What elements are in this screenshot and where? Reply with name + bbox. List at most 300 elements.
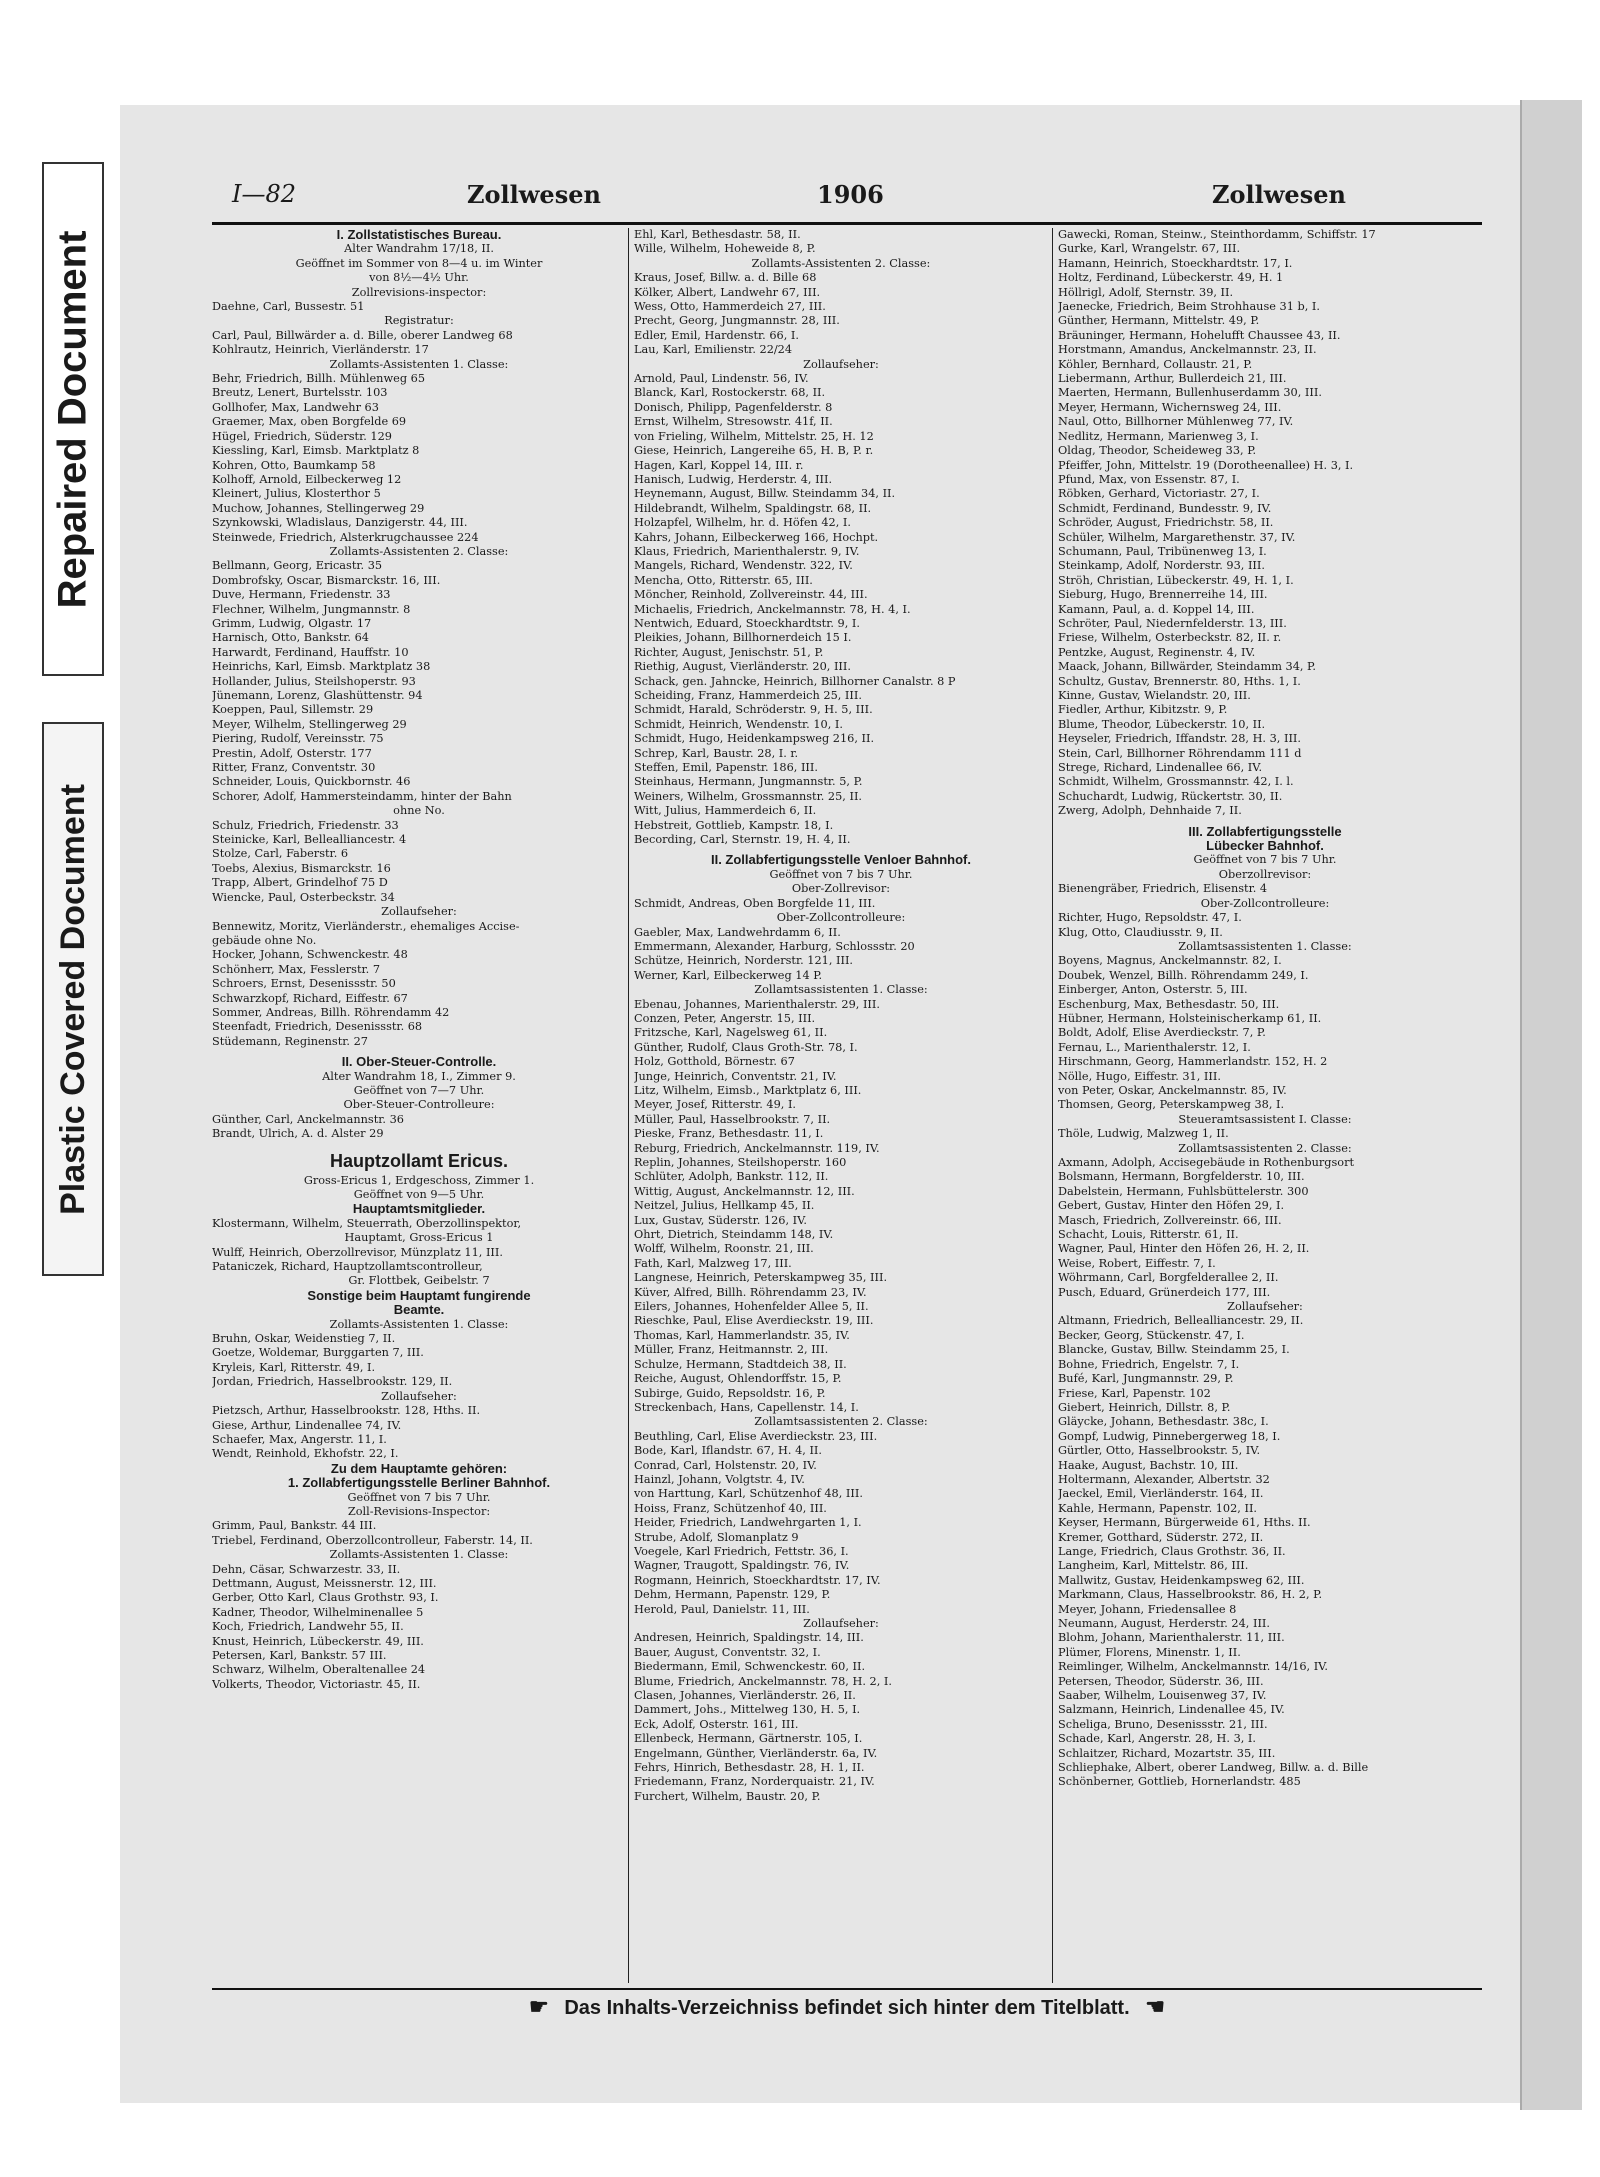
directory-entry: Wess, Otto, Hammerdeich 27, III. bbox=[634, 300, 826, 314]
directory-entry: Horstmann, Amandus, Anckelmannstr. 23, II. bbox=[1058, 343, 1317, 357]
directory-entry: Klaus, Friedrich, Marienthalerstr. 9, IV. bbox=[634, 544, 860, 558]
directory-entry: Ernst, Wilhelm, Stresowstr. 41f, II. bbox=[634, 415, 833, 429]
subheading: Zollamtsassistenten 1. Classe: bbox=[1178, 939, 1352, 953]
directory-entry: Plümer, Florens, Minenstr. 1, II. bbox=[1058, 1645, 1241, 1659]
directory-entry: Wittig, August, Anckelmannstr. 12, III. bbox=[634, 1184, 855, 1198]
directory-entry: Nentwich, Eduard, Stoeckhardtstr. 9, I. bbox=[634, 616, 860, 630]
directory-entry: Precht, Georg, Jungmannstr. 28, III. bbox=[634, 314, 840, 328]
pointing-hand-left-icon: ☚ bbox=[1145, 1994, 1165, 2019]
directory-entry: Boldt, Adolf, Elise Averdieckstr. 7, P. bbox=[1058, 1026, 1266, 1040]
directory-entry: Triebel, Ferdinand, Oberzollcontrolleur, Faberstr. 14, II. bbox=[212, 1533, 533, 1547]
directory-entry: Harnisch, Otto, Bankstr. 64 bbox=[212, 631, 369, 645]
directory-entry: Hirschmann, Georg, Hammerlandstr. 152, H. 2 bbox=[1058, 1055, 1328, 1069]
directory-entry: Stein, Carl, Billhorner Röhrendamm 111 d bbox=[1058, 746, 1302, 760]
directory-entry: Steinicke, Karl, Bellealliancestr. 4 bbox=[212, 833, 407, 847]
directory-entry: Jaenecke, Friedrich, Beim Strohhause 31 b, I. bbox=[1058, 300, 1320, 314]
directory-entry: Meyer, Wilhelm, Stellingerweg 29 bbox=[212, 717, 407, 731]
subheading: Ober-Steuer-Controlleure: bbox=[343, 1098, 495, 1112]
section-heading: Zu dem Hauptamte gehören: bbox=[330, 1461, 508, 1476]
subheading: Zollaufseher: bbox=[381, 905, 457, 919]
directory-entry: Bohne, Friedrich, Engelstr. 7, I. bbox=[1058, 1357, 1240, 1371]
directory-entry: Reburg, Friedrich, Anckelmannstr. 119, IV. bbox=[634, 1141, 880, 1155]
directory-entry: Biedermann, Emil, Schwenckestr. 60, II. bbox=[634, 1660, 866, 1674]
directory-entry: Eilers, Johannes, Hohenfelder Allee 5, II. bbox=[634, 1300, 869, 1314]
directory-entry: Junge, Heinrich, Conventstr. 21, IV. bbox=[634, 1069, 837, 1083]
directory-entry: Reimlinger, Wilhelm, Anckelmannstr. 14/16, IV. bbox=[1058, 1660, 1328, 1674]
plastic-label-text: Plastic Covered Document bbox=[53, 783, 92, 1215]
directory-entry: Schwarz, Wilhelm, Oberaltenallee 24 bbox=[212, 1663, 426, 1677]
directory-entry: Harwardt, Ferdinand, Hauffstr. 10 bbox=[212, 645, 409, 659]
directory-entry: Holtz, Ferdinand, Lübeckerstr. 49, H. 1 bbox=[1058, 271, 1284, 285]
directory-entry: Liebermann, Arthur, Bullerdeich 21, III. bbox=[1058, 372, 1287, 386]
directory-entry: Blancke, Gustav, Billw. Steindamm 25, I. bbox=[1058, 1343, 1290, 1357]
directory-entry: Keyser, Hermann, Bürgerweide 61, Hths. II. bbox=[1058, 1516, 1311, 1530]
directory-entry: Grimm, Ludwig, Olgastr. 17 bbox=[212, 616, 372, 630]
directory-entry: Replin, Johannes, Steilshoperstr. 160 bbox=[634, 1156, 847, 1169]
pointing-hand-right-icon: ☛ bbox=[529, 1994, 549, 2019]
directory-entry: Friese, Karl, Papenstr. 102 bbox=[1058, 1386, 1211, 1400]
directory-entry: Gollhofer, Max, Landwehr 63 bbox=[212, 400, 379, 414]
page-header bbox=[212, 180, 1492, 210]
column-1 bbox=[212, 228, 626, 1983]
directory-entry: Andresen, Heinrich, Spaldingstr. 14, III. bbox=[634, 1631, 864, 1645]
repaired-document-label bbox=[42, 162, 104, 676]
directory-entry: Schroers, Ernst, Desenissstr. 50 bbox=[212, 977, 396, 991]
directory-entry: Dehm, Hermann, Papenstr. 129, P. bbox=[634, 1588, 831, 1602]
directory-entry: Pfeiffer, John, Mittelstr. 19 (Dorotheenallee) H. 3, I. bbox=[1058, 458, 1354, 472]
directory-entry: Piering, Rudolf, Vereinsstr. 75 bbox=[212, 732, 384, 746]
repaired-label-text: Repaired Document bbox=[50, 230, 95, 608]
section-heading: 1. Zollabfertigungsstelle Berliner Bahnhof. bbox=[287, 1476, 551, 1491]
directory-entry: Steinkamp, Adolf, Norderstr. 93, III. bbox=[1058, 559, 1265, 573]
directory-entry: Maack, Johann, Billwärder, Steindamm 34, P. bbox=[1058, 660, 1316, 674]
directory-entry: Hagen, Karl, Koppel 14, III. r. bbox=[634, 458, 804, 472]
section-heading: II. Zollabfertigungsstelle Venloer Bahnhof. bbox=[710, 853, 972, 868]
directory-entry: Langheim, Karl, Mittelstr. 86, III. bbox=[1058, 1559, 1249, 1573]
directory-entry: Boyens, Magnus, Anckelmannstr. 82, I. bbox=[1058, 954, 1282, 968]
directory-entry: Müller, Franz, Heitmannstr. 2, III. bbox=[634, 1343, 829, 1357]
directory-entry: Meyer, Josef, Ritterstr. 49, I. bbox=[634, 1098, 797, 1112]
subheading: Zollamtsassistenten 1. Classe: bbox=[754, 983, 928, 997]
directory-entry: Zwerg, Adolph, Dehnhaide 7, II. bbox=[1058, 804, 1242, 818]
directory-entry: Flechner, Wilhelm, Jungmannstr. 8 bbox=[212, 602, 411, 616]
directory-entry: Goetze, Woldemar, Burggarten 7, III. bbox=[212, 1346, 424, 1360]
directory-entry: Szynkowski, Wladislaus, Danzigerstr. 44, III. bbox=[212, 516, 468, 530]
directory-entry: Fiedler, Arthur, Kibitzstr. 9, P. bbox=[1058, 703, 1228, 717]
footer-note bbox=[212, 1994, 1482, 2020]
directory-entry: Schmidt, Hugo, Heidenkampsweg 216, II. bbox=[634, 732, 875, 746]
directory-entry: Pleikies, Johann, Billhornerdeich 15 I. bbox=[634, 631, 852, 645]
directory-entry: Graemer, Max, oben Borgfelde 69 bbox=[212, 415, 407, 429]
directory-entry: Hoiss, Franz, Schützenhof 40, III. bbox=[634, 1501, 827, 1515]
directory-entry: Scheliga, Bruno, Desenissstr. 21, III. bbox=[1058, 1717, 1268, 1731]
directory-entry: Lau, Karl, Emilienstr. 22/24 bbox=[634, 343, 793, 357]
directory-entry: Giese, Heinrich, Langereihe 65, H. B, P. r. bbox=[634, 444, 874, 458]
directory-entry: Hocker, Johann, Schwenckestr. 48 bbox=[212, 948, 408, 962]
directory-entry: Koeppen, Paul, Sillemstr. 29 bbox=[212, 703, 374, 717]
directory-entry: Wulff, Heinrich, Oberzollrevisor, Münzplatz 11, III. bbox=[212, 1245, 503, 1259]
directory-entry: Thöle, Ludwig, Malzweg 1, II. bbox=[1058, 1127, 1229, 1141]
directory-entry: Fritzsche, Karl, Nagelsweg 61, II. bbox=[634, 1026, 828, 1040]
directory-entry: Richter, Hugo, Repsoldstr. 47, I. bbox=[1058, 911, 1242, 925]
directory-entry: Kölker, Albert, Landwehr 67, III. bbox=[634, 285, 821, 299]
office-title: Hauptzollamt Ericus. bbox=[329, 1150, 509, 1171]
subheading: Ober-Zollrevisor: bbox=[791, 882, 891, 896]
directory-entry: Koch, Friedrich, Landwehr 55, II. bbox=[212, 1620, 404, 1634]
directory-entry: Friese, Wilhelm, Osterbeckstr. 82, II. r. bbox=[1058, 631, 1282, 645]
directory-entry: Dettmann, August, Meissnerstr. 12, III. bbox=[212, 1576, 437, 1590]
directory-entry: Kraus, Josef, Billw. a. d. Bille 68 bbox=[634, 271, 817, 285]
footer-rule bbox=[212, 1988, 1482, 1990]
directory-entry: Steinhaus, Hermann, Jungmannstr. 5, P. bbox=[634, 775, 863, 789]
directory-entry: Wagner, Traugott, Spaldingstr. 76, IV. bbox=[634, 1559, 850, 1573]
directory-entry: Holtermann, Alexander, Albertstr. 32 bbox=[1058, 1472, 1270, 1486]
directory-entry: Schönherr, Max, Fesslerstr. 7 bbox=[212, 962, 381, 976]
directory-entry: Kryleis, Karl, Ritterstr. 49, I. bbox=[212, 1360, 376, 1374]
directory-entry: Stüdemann, Reginenstr. 27 bbox=[212, 1034, 368, 1048]
directory-entry: Klug, Otto, Claudiusstr. 9, II. bbox=[1058, 925, 1223, 939]
directory-entry: Bienengräber, Friedrich, Elisenstr. 4 bbox=[1058, 882, 1268, 896]
directory-entry: Müller, Paul, Hasselbrookstr. 7, II. bbox=[634, 1112, 831, 1126]
directory-entry: Röbken, Gerhard, Victoriastr. 27, I. bbox=[1058, 487, 1260, 501]
directory-entry: Emmermann, Alexander, Harburg, Schlossstr. 20 bbox=[634, 939, 915, 953]
directory-entry: Ehl, Karl, Bethesdastr. 58, II. bbox=[634, 228, 801, 241]
directory-entry: Meyer, Johann, Friedensallee 8 bbox=[1058, 1602, 1237, 1616]
directory-entry: Schumann, Paul, Tribünenweg 13, I. bbox=[1058, 544, 1267, 558]
subheading: Zollamts-Assistenten 1. Classe: bbox=[329, 1548, 509, 1562]
subheading: Registratur: bbox=[384, 314, 454, 328]
directory-entry: Hollander, Julius, Steilshoperstr. 93 bbox=[212, 674, 416, 688]
directory-entry: Gebert, Gustav, Hinter den Höfen 29, I. bbox=[1058, 1199, 1285, 1213]
directory-entry: Wöhrmann, Carl, Borgfelderallee 2, II. bbox=[1058, 1271, 1279, 1285]
directory-entry: Kamann, Paul, a. d. Koppel 14, III. bbox=[1058, 602, 1255, 616]
subheading: Geöffnet von 7 bis 7 Uhr. bbox=[769, 867, 913, 881]
directory-entry: Schulze, Hermann, Stadtdeich 38, II. bbox=[634, 1357, 847, 1371]
directory-entry: Kahrs, Johann, Eilbeckerweg 166, Hochpt. bbox=[634, 530, 879, 544]
directory-entry: Doubek, Wenzel, Billh. Röhrendamm 249, I. bbox=[1058, 968, 1309, 982]
directory-entry: Beuthling, Carl, Elise Averdieckstr. 23, III. bbox=[634, 1429, 878, 1443]
directory-entry: Günther, Rudolf, Claus Groth-Str. 78, I. bbox=[634, 1040, 858, 1054]
directory-entry: Kohren, Otto, Baumkamp 58 bbox=[212, 458, 376, 472]
directory-entry: Mencha, Otto, Ritterstr. 65, III. bbox=[634, 573, 813, 587]
subheading: Steueramtsassistent I. Classe: bbox=[1178, 1112, 1352, 1126]
subheading: Alter Wandrahm 18, I., Zimmer 9. bbox=[322, 1069, 516, 1083]
directory-entry: Dabelstein, Hermann, Fuhlsbüttelerstr. 300 bbox=[1058, 1184, 1309, 1198]
directory-entry: Bufé, Karl, Jungmannstr. 29, P. bbox=[1058, 1372, 1234, 1386]
directory-entry: Schade, Karl, Angerstr. 28, H. 3, I. bbox=[1058, 1732, 1256, 1746]
subheading: Oberzollrevisor: bbox=[1218, 867, 1312, 881]
subheading: Zollamtsassistenten 2. Classe: bbox=[1178, 1141, 1352, 1155]
directory-entry: Duve, Hermann, Friedenstr. 33 bbox=[212, 588, 391, 602]
directory-entry: Steffen, Emil, Papenstr. 186, III. bbox=[634, 761, 818, 775]
subheading: Zollamtsassistenten 2. Classe: bbox=[754, 1415, 928, 1429]
page-edge bbox=[1520, 100, 1582, 2110]
subheading: Geöffnet im Sommer von 8—4 u. im Winter bbox=[295, 256, 543, 270]
directory-entry: Trapp, Albert, Grindelhof 75 D bbox=[212, 876, 388, 890]
directory-entry: Markmann, Claus, Hasselbrookstr. 86, H. 2, P. bbox=[1058, 1588, 1323, 1602]
directory-entry: Masch, Friedrich, Zollvereinstr. 66, III. bbox=[1058, 1213, 1282, 1227]
directory-entry: Reiche, August, Ohlendorffstr. 15, P. bbox=[634, 1372, 842, 1386]
subheading: Zollamts-Assistenten 1. Classe: bbox=[329, 357, 509, 371]
subheading: Alter Wandrahm 17/18, II. bbox=[344, 242, 494, 256]
directory-entry: Bennewitz, Moritz, Vierländerstr., ehemaliges Accise- bbox=[212, 919, 520, 933]
directory-entry: Wiencke, Paul, Osterbeckstr. 34 bbox=[212, 890, 395, 904]
directory-entry: Klostermann, Wilhelm, Steuerrath, Oberzollinspektor, bbox=[212, 1216, 522, 1230]
directory-entry: Brandt, Ulrich, A. d. Alster 29 bbox=[212, 1127, 384, 1141]
directory-entry: Neumann, August, Herderstr. 24, III. bbox=[1058, 1617, 1270, 1630]
section-heading: III. Zollabfertigungsstelle bbox=[1188, 824, 1342, 839]
directory-entry: Werner, Karl, Eilbeckerweg 14 P. bbox=[634, 968, 823, 982]
directory-entry: Oldag, Theodor, Scheideweg 33, P. bbox=[1058, 444, 1257, 458]
subheading: Zollrevisions-inspector: bbox=[351, 285, 487, 299]
directory-entry: Pietzsch, Arthur, Hasselbrookstr. 128, Hths. II. bbox=[212, 1404, 481, 1418]
directory-entry: Schwarzkopf, Richard, Eiffestr. 67 bbox=[212, 991, 408, 1005]
directory-entry: Langnese, Heinrich, Peterskampweg 35, III. bbox=[634, 1271, 888, 1285]
directory-entry: von Peter, Oskar, Anckelmannstr. 85, IV. bbox=[1058, 1083, 1287, 1097]
subheading: Geöffnet von 7—7 Uhr. bbox=[353, 1083, 485, 1097]
directory-entry: Saaber, Wilhelm, Louisenweg 37, IV. bbox=[1058, 1689, 1267, 1703]
directory-entry: Gerber, Otto Karl, Claus Grothstr. 93, I. bbox=[212, 1591, 439, 1605]
header-right-title: Zollwesen bbox=[1212, 180, 1346, 209]
directory-entry: Toebs, Alexius, Bismarckstr. 16 bbox=[212, 861, 391, 875]
directory-entry: Streckenbach, Hans, Capellenstr. 14, I. bbox=[634, 1400, 859, 1414]
directory-entry: Wendt, Reinhold, Ekhofstr. 22, I. bbox=[212, 1447, 399, 1461]
directory-entry: Pataniczek, Richard, Hauptzollamtscontrolleur, bbox=[212, 1260, 483, 1274]
directory-entry: Nedlitz, Hermann, Marienweg 3, I. bbox=[1058, 429, 1259, 443]
subheading: von 8½—4½ Uhr. bbox=[369, 271, 469, 285]
directory-entry: Holzapfel, Wilhelm, hr. d. Höfen 42, I. bbox=[634, 516, 851, 530]
directory-entry: Engelmann, Günther, Vierländerstr. 6a, IV. bbox=[634, 1746, 878, 1760]
directory-entry: Gürtler, Otto, Hasselbrookstr. 5, IV. bbox=[1058, 1444, 1261, 1458]
directory-entry: Wille, Wilhelm, Hoheweide 8, P. bbox=[634, 242, 816, 256]
directory-entry: Fehrs, Hinrich, Bethesdastr. 28, H. 1, II. bbox=[634, 1761, 865, 1775]
directory-entry: Bellmann, Georg, Ericastr. 35 bbox=[212, 559, 383, 573]
directory-entry: Hainzl, Johann, Volgtstr. 4, IV. bbox=[634, 1472, 805, 1486]
directory-entry: Schmidt, Harald, Schröderstr. 9, H. 5, III. bbox=[634, 703, 873, 717]
directory-entry: Fernau, L., Marienthalerstr. 12, I. bbox=[1058, 1040, 1251, 1054]
directory-entry: Blanck, Karl, Rostockerstr. 68, II. bbox=[634, 386, 826, 400]
directory-entry: Sieburg, Hugo, Brennerreihe 14, III. bbox=[1058, 588, 1268, 602]
directory-entry: Heider, Friedrich, Landwehrgarten 1, I. bbox=[634, 1516, 862, 1530]
directory-entry: Kohlrautz, Heinrich, Vierländerstr. 17 bbox=[212, 343, 429, 357]
directory-entry: Schmidt, Ferdinand, Bundesstr. 9, IV. bbox=[1058, 501, 1272, 515]
subheading: Gr. Flottbek, Geibelstr. 7 bbox=[348, 1274, 490, 1288]
directory-entry: Blohm, Johann, Marienthalerstr. 11, III. bbox=[1058, 1631, 1285, 1645]
subheading: Geöffnet von 9—5 Uhr. bbox=[353, 1188, 485, 1201]
directory-entry: Volkerts, Theodor, Victoriastr. 45, II. bbox=[212, 1677, 421, 1691]
directory-entry: Eck, Adolf, Osterstr. 161, III. bbox=[634, 1717, 799, 1731]
directory-entry: Sommer, Andreas, Billh. Röhrendamm 42 bbox=[212, 1005, 450, 1019]
subheading: Hauptamt, Gross-Ericus 1 bbox=[344, 1231, 494, 1245]
directory-entry: Carl, Paul, Billwärder a. d. Bille, oberer Landweg 68 bbox=[212, 328, 513, 342]
directory-entry: Kremer, Gotthard, Süderstr. 272, II. bbox=[1058, 1530, 1264, 1544]
directory-entry: Schmidt, Heinrich, Wendenstr. 10, I. bbox=[634, 717, 843, 731]
directory-entry: Schrep, Karl, Baustr. 28, I. r. bbox=[634, 746, 799, 760]
directory-entry: Gaebler, Max, Landwehrdamm 6, II. bbox=[634, 925, 841, 939]
directory-entry: Fath, Karl, Malzweg 17, III. bbox=[634, 1256, 792, 1270]
directory-entry: Lange, Friedrich, Claus Grothstr. 36, II. bbox=[1058, 1544, 1286, 1558]
directory-entry: Schmidt, Andreas, Oben Borgfelde 11, III. bbox=[634, 896, 876, 910]
directory-entry: Nölle, Hugo, Eiffestr. 31, III. bbox=[1058, 1069, 1221, 1083]
directory-entry: Rogmann, Heinrich, Stoeckhardtstr. 17, IV. bbox=[634, 1573, 881, 1587]
directory-entry: Schacht, Louis, Ritterstr. 61, II. bbox=[1058, 1228, 1239, 1242]
section-heading: II. Ober-Steuer-Controlle. bbox=[341, 1055, 497, 1070]
directory-entry: Edler, Emil, Hardenstr. 66, I. bbox=[634, 328, 799, 342]
directory-entry: Bauer, August, Conventstr. 32, I. bbox=[634, 1645, 821, 1659]
section-heading: Hauptamtsmitglieder. bbox=[352, 1202, 486, 1217]
section-heading: Sonstige beim Hauptamt fungirende bbox=[307, 1288, 531, 1303]
directory-entry: Schorer, Adolf, Hammersteindamm, hinter der Bahn bbox=[212, 789, 512, 803]
directory-entry: Küver, Alfred, Billh. Röhrendamm 23, IV. bbox=[634, 1285, 867, 1299]
directory-entry: Riethig, August, Vierländerstr. 20, III. bbox=[634, 660, 851, 674]
directory-entry: Pusch, Eduard, Grünerdeich 177, III. bbox=[1058, 1285, 1271, 1299]
directory-entry: Neitzel, Julius, Hellkamp 45, II. bbox=[634, 1199, 815, 1213]
directory-entry: Steenfadt, Friedrich, Desenissstr. 68 bbox=[212, 1020, 423, 1034]
subheading: Ober-Zollcontrolleure: bbox=[776, 911, 906, 925]
directory-entry: Rieschke, Paul, Elise Averdieckstr. 19, III. bbox=[634, 1314, 874, 1328]
subheading: Geöffnet von 7 bis 7 Uhr. bbox=[347, 1490, 491, 1504]
column-3 bbox=[1058, 228, 1472, 1983]
directory-entry: Gurke, Karl, Wrangelstr. 67, III. bbox=[1058, 242, 1241, 256]
directory-entry: Wolff, Wilhelm, Roonstr. 21, III. bbox=[634, 1242, 814, 1256]
directory-entry: Maerten, Hermann, Bullenhuserdamm 30, III. bbox=[1058, 386, 1322, 400]
header-rule bbox=[212, 222, 1482, 225]
subheading: Zollaufseher: bbox=[1227, 1300, 1303, 1314]
directory-entry: Altmann, Friedrich, Bellealliancestr. 29, II. bbox=[1058, 1314, 1304, 1328]
directory-entry: Jaeckel, Emil, Vierländerstr. 164, II. bbox=[1058, 1487, 1264, 1501]
directory-entry: Wagner, Paul, Hinter den Höfen 26, H. 2, II. bbox=[1058, 1242, 1310, 1256]
directory-entry: Voegele, Karl Friedrich, Fettstr. 36, I. bbox=[634, 1544, 849, 1558]
directory-entry: Kinne, Gustav, Wielandstr. 20, III. bbox=[1058, 689, 1251, 702]
directory-entry: Herold, Paul, Danielstr. 11, III. bbox=[634, 1602, 810, 1616]
directory-entry: Günther, Hermann, Mittelstr. 49, P. bbox=[1058, 314, 1260, 328]
directory-entry: Conzen, Peter, Angerstr. 15, III. bbox=[634, 1011, 816, 1025]
directory-entry: von Harttung, Karl, Schützenhof 48, III. bbox=[634, 1487, 863, 1501]
column-divider bbox=[1052, 228, 1053, 1983]
footer-text: Das Inhalts-Verzeichniss befindet sich hinter dem Titelblatt. bbox=[564, 1997, 1130, 2019]
directory-entry: Gläycke, Johann, Bethesdastr. 38c, I. bbox=[1058, 1415, 1269, 1429]
directory-entry: Gawecki, Roman, Steinw., Steinthordamm, Schiffstr. 17 bbox=[1058, 228, 1376, 241]
plastic-covered-label bbox=[42, 722, 104, 1276]
subheading: Ober-Zollcontrolleure: bbox=[1200, 896, 1330, 910]
section-heading: Beamte. bbox=[393, 1303, 445, 1318]
directory-entry: Schulz, Friedrich, Friedenstr. 33 bbox=[212, 818, 399, 832]
directory-entry: gebäude ohne No. bbox=[212, 933, 317, 947]
directory-entry: Conrad, Carl, Holstenstr. 20, IV. bbox=[634, 1458, 817, 1472]
directory-entry: Schüler, Wilhelm, Margarethenstr. 37, IV. bbox=[1058, 530, 1296, 544]
directory-entry: Bräuninger, Hermann, Hohelufft Chaussee 43, II. bbox=[1058, 328, 1341, 342]
directory-entry: Haake, August, Bachstr. 10, III. bbox=[1058, 1458, 1239, 1472]
directory-entry: Becording, Carl, Sternstr. 19, H. 4, II. bbox=[634, 833, 851, 847]
directory-entry: Jordan, Friedrich, Hasselbrookstr. 129, II. bbox=[212, 1375, 453, 1389]
directory-entry: von Frieling, Wilhelm, Mittelstr. 25, H. 12 bbox=[634, 429, 874, 443]
directory-entry: Schmidt, Wilhelm, Grossmannstr. 42, I. l. bbox=[1058, 775, 1294, 789]
subheading: Zollaufseher: bbox=[803, 357, 879, 371]
directory-entry: Subirge, Guido, Repsoldstr. 16, P. bbox=[634, 1386, 826, 1400]
directory-entry: Naul, Otto, Billhorner Mühlenweg 77, IV. bbox=[1058, 415, 1294, 429]
directory-entry: Steinwede, Friedrich, Alsterkrugchaussee 224 bbox=[212, 530, 479, 544]
directory-entry: Mallwitz, Gustav, Heidenkampsweg 62, III. bbox=[1058, 1573, 1305, 1587]
directory-entry: Kolhoff, Arnold, Eilbeckerweg 12 bbox=[212, 472, 402, 486]
page-number: I—82 bbox=[232, 180, 297, 208]
directory-entry: Blume, Theodor, Lübeckerstr. 10, II. bbox=[1058, 717, 1266, 731]
directory-entry: Schack, gen. Jahncke, Heinrich, Billhorner Canalstr. 8 P bbox=[634, 674, 956, 688]
directory-entry: Bode, Karl, Iflandstr. 67, H. 4, II. bbox=[634, 1444, 822, 1458]
directory-entry: Blume, Friedrich, Anckelmannstr. 78, H. 2, I. bbox=[634, 1674, 892, 1688]
directory-entry: Dammert, Johs., Mittelweg 130, H. 5, I. bbox=[634, 1703, 861, 1717]
directory-entry: Friedemann, Franz, Norderquaistr. 21, IV. bbox=[634, 1775, 875, 1789]
directory-entry: Hamann, Heinrich, Stoeckhardtstr. 17, I. bbox=[1058, 256, 1293, 270]
directory-entry: Scheiding, Franz, Hammerdeich 25, III. bbox=[634, 689, 862, 702]
directory-entry: Hildebrandt, Wilhelm, Spaldingstr. 68, II. bbox=[634, 501, 872, 515]
directory-entry: Schönberner, Gottlieb, Hornerlandstr. 485 bbox=[1058, 1775, 1301, 1789]
header-year: 1906 bbox=[817, 180, 884, 209]
directory-entry: Möncher, Reinhold, Zollvereinstr. 44, III. bbox=[634, 588, 868, 602]
directory-entry: Axmann, Adolph, Accisegebäude in Rothenburgsort bbox=[1058, 1156, 1355, 1169]
directory-entry: Ellenbeck, Hermann, Gärtnerstr. 105, I. bbox=[634, 1732, 863, 1746]
directory-entry: Petersen, Theodor, Süderstr. 36, III. bbox=[1058, 1674, 1264, 1688]
directory-entry: Becker, Georg, Stückenstr. 47, I. bbox=[1058, 1328, 1245, 1342]
directory-entry: Schliephake, Albert, oberer Landweg, Billw. a. d. Bille bbox=[1058, 1761, 1369, 1775]
directory-entry: Hübner, Hermann, Holsteinischerkamp 61, II. bbox=[1058, 1011, 1322, 1025]
directory-entry: Kiessling, Karl, Eimsb. Marktplatz 8 bbox=[212, 444, 420, 458]
directory-entry: Günther, Carl, Anckelmannstr. 36 bbox=[212, 1112, 404, 1126]
directory-entry: Stolze, Carl, Faberstr. 6 bbox=[212, 847, 349, 861]
directory-entry: Höllrigl, Adolf, Sternstr. 39, II. bbox=[1058, 285, 1234, 299]
directory-entry: Schuchardt, Ludwig, Rückertstr. 30, II. bbox=[1058, 789, 1283, 803]
directory-entry: Arnold, Paul, Lindenstr. 56, IV. bbox=[634, 372, 809, 386]
directory-entry: Furchert, Wilhelm, Baustr. 20, P. bbox=[634, 1789, 821, 1803]
subheading: Zollaufseher: bbox=[803, 1617, 879, 1630]
column-2 bbox=[634, 228, 1048, 1983]
column-divider bbox=[628, 228, 629, 1983]
directory-entry: Breutz, Lenert, Burtelsstr. 103 bbox=[212, 386, 388, 400]
directory-entry: Dehn, Cäsar, Schwarzestr. 33, II. bbox=[212, 1562, 401, 1576]
directory-entry: Holz, Gotthold, Börnestr. 67 bbox=[634, 1055, 795, 1069]
directory-entry: Gompf, Ludwig, Pinnebergerweg 18, I. bbox=[1058, 1429, 1281, 1443]
directory-entry: Giese, Arthur, Lindenallee 74, IV. bbox=[212, 1418, 402, 1432]
directory-entry: Ohrt, Dietrich, Steindamm 148, IV. bbox=[634, 1228, 834, 1242]
directory-entry: Lux, Gustav, Süderstr. 126, IV. bbox=[634, 1213, 807, 1227]
directory-entry: Daehne, Carl, Bussestr. 51 bbox=[212, 300, 365, 314]
directory-entry: Richter, August, Jenischstr. 51, P. bbox=[634, 645, 824, 659]
directory-entry: Pfund, Max, von Essenstr. 87, I. bbox=[1058, 472, 1240, 486]
directory-entry: Ritter, Franz, Conventstr. 30 bbox=[212, 761, 376, 775]
directory-entry: Bolsmann, Hermann, Borgfelderstr. 10, III. bbox=[1058, 1170, 1305, 1184]
directory-entry: Heyseler, Friedrich, Iffandstr. 28, H. 3, III. bbox=[1058, 732, 1301, 746]
directory-entry: Bruhn, Oskar, Weidenstieg 7, II. bbox=[212, 1332, 396, 1346]
directory-entry: Giebert, Heinrich, Dillstr. 8, P. bbox=[1058, 1400, 1231, 1414]
directory-entry: Weise, Robert, Eiffestr. 7, I. bbox=[1058, 1256, 1216, 1270]
subheading: Geöffnet von 7 bis 7 Uhr. bbox=[1193, 853, 1337, 867]
directory-entry: Knust, Heinrich, Lübeckerstr. 49, III. bbox=[212, 1634, 424, 1648]
directory-entry: Hanisch, Ludwig, Herderstr. 4, III. bbox=[634, 472, 833, 486]
directory-entry: Heinrichs, Karl, Eimsb. Marktplatz 38 bbox=[212, 660, 431, 674]
subheading: Gross-Ericus 1, Erdgeschoss, Zimmer 1. bbox=[303, 1173, 535, 1187]
directory-entry: Behr, Friedrich, Billh. Mühlenweg 65 bbox=[212, 372, 426, 386]
directory-entry: Heynemann, August, Billw. Steindamm 34, II. bbox=[634, 487, 896, 501]
directory-entry: Ebenau, Johannes, Marienthalerstr. 29, III. bbox=[634, 997, 880, 1011]
subheading: ohne No. bbox=[393, 804, 445, 818]
directory-entry: Schröder, August, Friedrichstr. 58, II. bbox=[1058, 516, 1274, 530]
directory-entry: Schütze, Heinrich, Norderstr. 121, III. bbox=[634, 954, 854, 968]
directory-entry: Witt, Julius, Hammerdeich 6, II. bbox=[634, 804, 817, 818]
directory-entry: Michaelis, Friedrich, Anckelmannstr. 78, H. 4, I. bbox=[634, 602, 911, 616]
directory-entry: Clasen, Johannes, Vierländerstr. 26, II. bbox=[634, 1689, 856, 1703]
directory-entry: Mangels, Richard, Wendenstr. 322, IV. bbox=[634, 559, 853, 573]
directory-entry: Kadner, Theodor, Wilhelminenallee 5 bbox=[212, 1605, 424, 1619]
directory-entry: Hebstreit, Gottlieb, Kampstr. 18, I. bbox=[634, 818, 834, 832]
